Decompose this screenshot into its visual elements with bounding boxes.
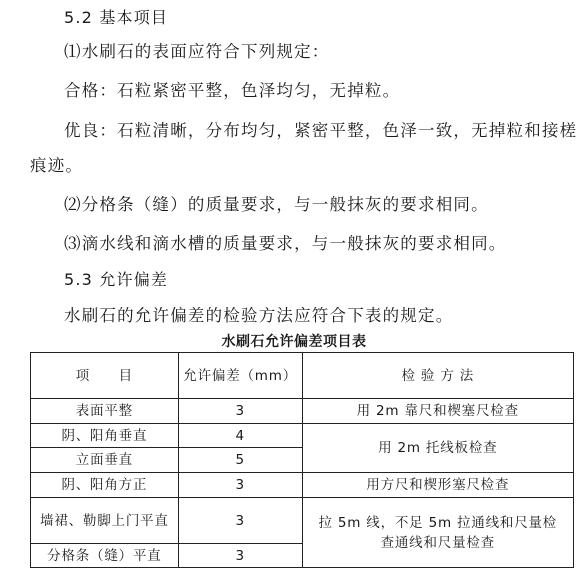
item-1-text: ⑴水刷石的表面应符合下列规定：	[64, 42, 330, 61]
item-3-text: ⑶滴水线和滴水槽的质量要求，与一般抹灰的要求相同。	[64, 234, 507, 253]
table-title: 水刷石允许偏差项目表	[221, 334, 367, 350]
cell-deviation: 3	[178, 498, 302, 544]
cell-method: 拉 5m 线，不足 5m 拉通线和尺量检查通线和尺量检查	[302, 498, 573, 568]
cell-deviation: 3	[178, 399, 302, 424]
header-item: 项 目	[31, 353, 179, 399]
header-deviation: 允许偏差（mm）	[178, 353, 302, 399]
section-heading-5-2: 5.2 基本项目	[64, 8, 169, 27]
excellent-criteria-text: 优良：石粒清晰，分布均匀，紧密平整，色泽一致，无掉粒和接槎痕迹。	[30, 121, 578, 175]
cell-deviation: 4	[178, 424, 302, 448]
cell-item: 阴、阳角垂直	[31, 424, 179, 448]
header-method: 检 验 方 法	[302, 353, 573, 399]
cell-deviation: 5	[178, 448, 302, 473]
cell-method: 用 2m 托线板检查	[302, 424, 573, 473]
cell-item: 分格条（缝）平直	[31, 544, 179, 568]
table-header-row	[31, 353, 574, 399]
cell-item: 立面垂直	[31, 448, 179, 473]
cell-deviation: 3	[178, 473, 302, 498]
cell-item: 表面平整	[31, 399, 179, 424]
item-2-text: ⑵分格条（缝）的质量要求，与一般抹灰的要求相同。	[64, 195, 489, 214]
table-row	[31, 399, 574, 424]
deviation-table	[30, 352, 574, 568]
section-heading-5-3: 5.3 允许偏差	[64, 270, 169, 289]
cell-deviation: 3	[178, 544, 302, 568]
cell-method: 用 2m 靠尺和楔塞尺检查	[302, 399, 573, 424]
table-intro-text: 水刷石的允许偏差的检验方法应符合下表的规定。	[64, 306, 454, 325]
cell-item: 阴、阳角方正	[31, 473, 179, 498]
pass-criteria-text: 合格：石粒紧密平整，色泽均匀，无掉粒。	[64, 81, 401, 100]
table-row	[31, 473, 574, 498]
cell-item: 墙裙、勒脚上门平直	[31, 498, 179, 544]
table-row	[31, 498, 574, 544]
table-row	[31, 424, 574, 448]
cell-method: 用方尺和楔形塞尺检查	[302, 473, 573, 498]
